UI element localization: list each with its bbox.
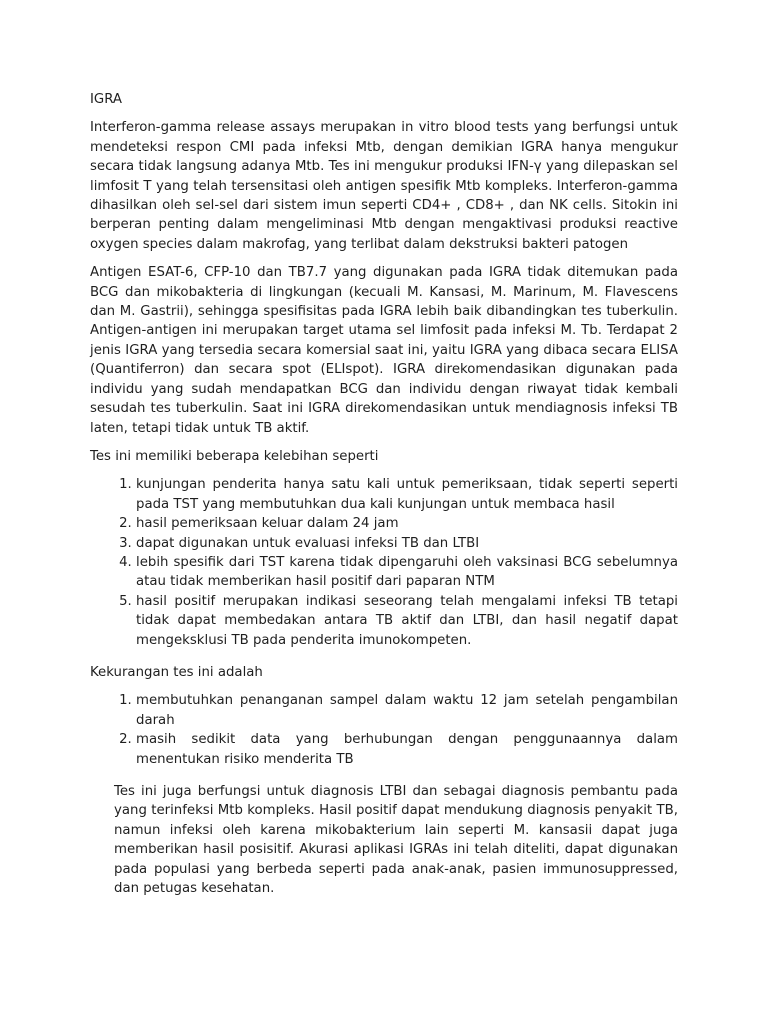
disadvantages-list — [90, 691, 678, 769]
document-title: IGRA — [90, 92, 123, 107]
advantages-intro: Tes ini memiliki beberapa kelebihan seperti — [90, 448, 379, 464]
advantages-list — [90, 475, 678, 650]
list-item: 2. hasil pemeriksaan keluar dalam 24 jam — [136, 514, 678, 533]
paragraph-igra-definition: Interferon-gamma release assays merupakan in vitro blood tests yang berfungsi untuk mendeteksi respon CMI pada infeksi Mtb, dengan demikian IGRA hanya mengukur secara tidak langsung adanya Mtb. Tes ini mengukur produksi IFN-γ yang dilepaskan sel limfosit T yang telah tersensitasi oleh antigen spesifik Mtb kompleks. Interferon-gamma dihasilkan oleh sel-sel dari sistem imun seperti CD4+ , CD8+ , dan NK cells. Sitokin ini berperan penting dalam mengeliminasi Mtb dengan mengaktivasi produksi reactive oxygen species dalam makrofag, yang terlibat dalam dekstruksi bakteri patogen — [90, 120, 678, 252]
list-item: 3. dapat digunakan untuk evaluasi infeksi TB dan LTBI — [136, 534, 678, 553]
paragraph-antigen: Antigen ESAT-6, CFP-10 dan TB7.7 yang digunakan pada IGRA tidak ditemukan pada BCG dan mikobakteria di lingkungan (kecuali M. Kansasi, M. Marinum, M. Flavescens dan M. Gastrii), sehingga spesifisitas pada IGRA lebih baik dibandingkan tes tuberkulin. Antigen-antigen ini merupakan target utama sel limfosit pada infeksi M. Tb. Terdapat 2 jenis IGRA yang tersedia secara komersial saat ini, yaitu IGRA yang dibaca secara ELISA (Quantiferron) dan secara spot (ELIspot). IGRA direkomendasikan digunakan pada individu yang sudah mendapatkan BCG dan individu dengan riwayat tidak kembali sesudah tes tuberkulin. Saat ini IGRA direkomendasikan untuk mendiagnosis infeksi TB laten, tetapi tidak untuk TB aktif. — [90, 265, 678, 436]
list-item: 2. masih sedikit data yang berhubungan dengan penggunaannya dalam menentukan risiko menderita TB — [136, 730, 678, 769]
disadvantages-intro: Kekurangan tes ini adalah — [90, 664, 263, 680]
list-item: 1. membutuhkan penanganan sampel dalam waktu 12 jam setelah pengambilan darah — [136, 691, 678, 730]
paragraph-ltbi-diagnosis: Tes ini juga berfungsi untuk diagnosis LTBI dan sebagai diagnosis pembantu pada yang terinfeksi Mtb kompleks. Hasil positif dapat mendukung diagnosis penyakit TB, namun infeksi oleh karena mikobakterium lain seperti M. kansasii dapat juga memberikan hasil posisitif. Akurasi aplikasi IGRAs ini telah diteliti, dapat digunakan pada populasi yang berbeda seperti pada anak-anak, pasien immunosuppressed, dan petugas kesehatan. — [114, 784, 678, 897]
list-item: 4. lebih spesifik dari TST karena tidak dipengaruhi oleh vaksinasi BCG sebelumnya atau tidak memberikan hasil positif dari paparan NTM — [136, 553, 678, 592]
list-item: 1. kunjungan penderita hanya satu kali untuk pemeriksaan, tidak seperti seperti pada TST yang membutuhkan dua kali kunjungan untuk membaca hasil — [136, 475, 678, 514]
document-page — [90, 90, 678, 907]
list-item: 5. hasil positif merupakan indikasi seseorang telah mengalami infeksi TB tetapi tidak dapat membedakan antara TB aktif dan LTBI, dan hasil negatif dapat mengeksklusi TB pada penderita imunokompeten. — [136, 592, 678, 650]
